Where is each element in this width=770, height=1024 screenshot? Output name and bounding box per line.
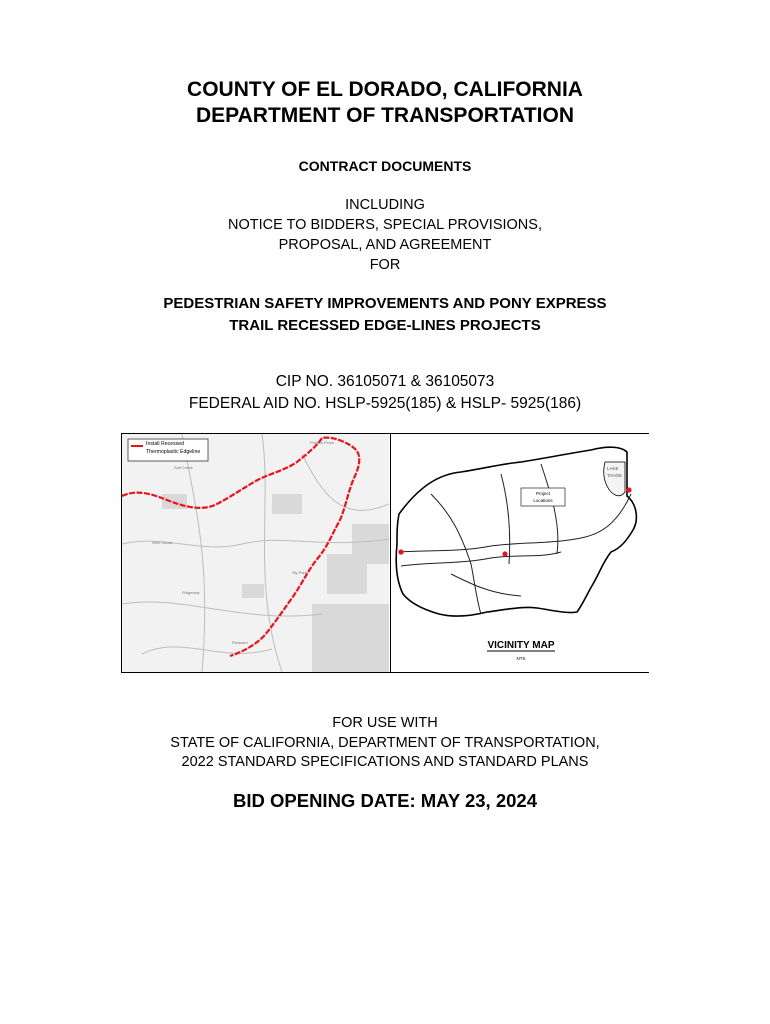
project-title-line-2: TRAIL RECESSED EDGE-LINES PROJECTS bbox=[229, 317, 541, 334]
svg-text:Salt Creek: Salt Creek bbox=[174, 465, 193, 470]
vicinity-map-scale: NTS bbox=[516, 656, 526, 661]
vicinity-map-title: VICINITY MAP bbox=[487, 640, 555, 651]
svg-text:Pleasant: Pleasant bbox=[232, 640, 248, 645]
for-use-with: FOR USE WITH bbox=[332, 715, 438, 731]
cip-number: CIP NO. 36105071 & 36105073 bbox=[275, 373, 495, 390]
department-title: DEPARTMENT OF TRANSPORTATION bbox=[196, 104, 574, 127]
bid-opening-date: BID OPENING DATE: MAY 23, 2024 bbox=[233, 790, 537, 811]
svg-text:Sly Park: Sly Park bbox=[292, 570, 307, 575]
county-outline bbox=[396, 447, 636, 616]
legend-label-1: Install Recessed bbox=[146, 441, 185, 447]
including-text: INCLUDING bbox=[345, 197, 425, 213]
legend-label-2: Thermoplastic Edgeline bbox=[146, 449, 201, 455]
for-text: FOR bbox=[369, 257, 401, 273]
project-label: Project bbox=[535, 491, 551, 496]
county-title: COUNTY OF EL DORADO, CALIFORNIA bbox=[187, 78, 583, 101]
federal-aid-number: FEDERAL AID NO. HSLP-5925(185) & HSLP- 5925(186) bbox=[188, 395, 582, 412]
map-figure bbox=[121, 433, 649, 673]
standards-line: 2022 STANDARD SPECIFICATIONS AND STANDARD PLANS bbox=[181, 754, 589, 770]
svg-text:Wild Goose: Wild Goose bbox=[152, 540, 173, 545]
contract-documents-heading: CONTRACT DOCUMENTS bbox=[298, 158, 472, 174]
locations-label: Locations bbox=[533, 498, 553, 503]
route-map-graphic bbox=[122, 434, 389, 672]
caltrans-line: STATE OF CALIFORNIA, DEPARTMENT OF TRANSPORTATION, bbox=[170, 735, 600, 751]
project-title-line-1: PEDESTRIAN SAFETY IMPROVEMENTS AND PONY EXPRESS bbox=[163, 295, 607, 312]
proposal-text: PROPOSAL, AND AGREEMENT bbox=[278, 237, 492, 253]
vicinity-map-graphic bbox=[391, 434, 649, 672]
route-map bbox=[122, 434, 389, 672]
tahoe-label: TAHOE bbox=[607, 473, 623, 478]
vicinity-map bbox=[390, 434, 649, 672]
svg-text:Pollock Pines: Pollock Pines bbox=[310, 440, 335, 445]
svg-text:Ridgeway: Ridgeway bbox=[182, 590, 200, 595]
notice-text: NOTICE TO BIDDERS, SPECIAL PROVISIONS, bbox=[228, 217, 542, 233]
lake-label: LAKE bbox=[607, 466, 619, 471]
